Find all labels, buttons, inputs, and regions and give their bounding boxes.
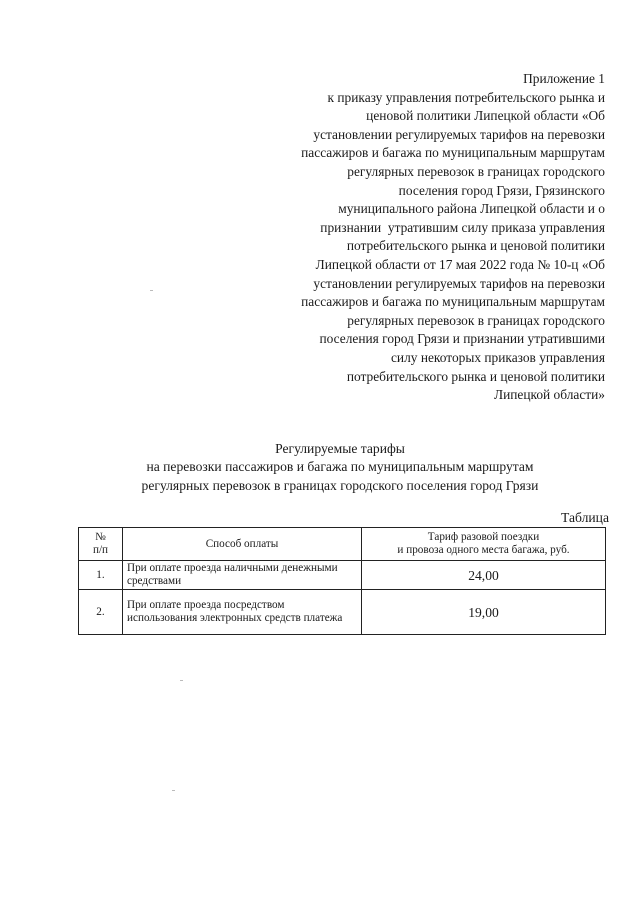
appendix-line: потребительского рынка и ценовой политики <box>346 238 605 254</box>
appendix-line: потребительского рынка и ценовой политики <box>346 368 605 384</box>
appendix-line: регулярных перевозок в границах городского <box>347 163 605 179</box>
title-line: на перевозки пассажиров и багажа по муниципальным маршрутам <box>146 459 534 475</box>
appendix-line: ценовой политики Липецкой области «Об <box>366 108 605 124</box>
row-tariff: 19,00 <box>362 590 606 635</box>
scan-speck <box>150 290 153 291</box>
header-tariff: Тариф разовой поездки и провоза одного места багажа, руб. <box>362 528 606 561</box>
table-caption: Таблица <box>561 510 609 525</box>
header-payment-method: Способ оплаты <box>123 528 362 561</box>
title-line: Регулируемые тарифы <box>275 441 405 456</box>
appendix-line: к приказу управления потребительского рынка и <box>327 89 605 105</box>
appendix-line: Липецкой области от 17 мая 2022 года № 10-ц «Об <box>315 256 605 272</box>
appendix-line: Приложение 1 <box>523 71 605 86</box>
appendix-line: регулярных перевозок в границах городского <box>347 312 605 328</box>
appendix-line: поселения город Грязи и признании утратившими <box>319 331 605 347</box>
tariff-table <box>78 527 606 635</box>
row-payment-method: При оплате проезда посредством использования электронных средств платежа <box>123 590 362 635</box>
scan-speck <box>172 790 175 791</box>
appendix-line: поселения город Грязи, Грязинского <box>398 182 605 198</box>
appendix-line: пассажиров и багажа по муниципальным маршрутам <box>301 145 605 161</box>
title-line: регулярных перевозок в границах городского поселения город Грязи <box>141 477 539 493</box>
appendix-line: муниципального района Липецкой области и о <box>338 201 605 217</box>
appendix-line: пассажиров и багажа по муниципальным маршрутам <box>301 294 605 310</box>
scan-speck <box>180 680 183 681</box>
table-row <box>79 561 606 590</box>
appendix-line: Липецкой области» <box>493 387 605 403</box>
appendix-line: признании утратившим силу приказа управления <box>320 219 605 235</box>
header-number: № п/п <box>79 528 123 561</box>
appendix-header <box>235 70 605 405</box>
row-payment-method: При оплате проезда наличными денежными средствами <box>123 561 362 590</box>
table-header-row <box>79 528 606 561</box>
appendix-line: силу некоторых приказов управления <box>390 349 605 365</box>
row-tariff: 24,00 <box>362 561 606 590</box>
table-row <box>79 590 606 635</box>
document-title <box>0 440 640 495</box>
appendix-line: установлении регулируемых тарифов на перевозки <box>313 275 605 291</box>
appendix-line: установлении регулируемых тарифов на перевозки <box>313 126 605 142</box>
row-number: 1. <box>79 561 123 590</box>
row-number: 2. <box>79 590 123 635</box>
